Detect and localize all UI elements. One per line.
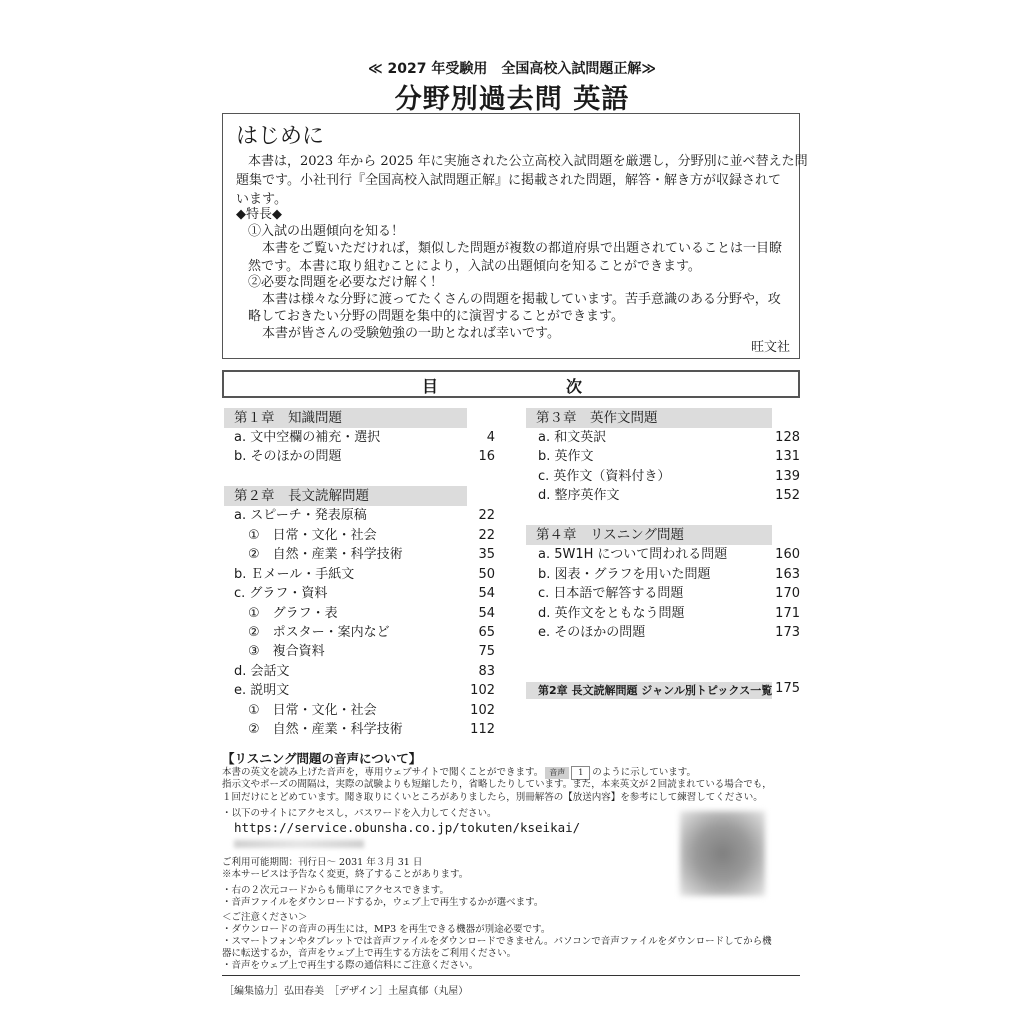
toc-entry: c. グラフ・資料 — [234, 586, 328, 601]
listening-text-a: 本書の英文を読み上げた音声を，専用ウェブサイトで聞くことができます。 — [222, 767, 544, 778]
intro-line: ②必要な問題を必要なだけ解く！ — [248, 275, 444, 290]
caution-text: ・音声をウェブ上で再生する際の通信料にご注意ください。 — [222, 960, 479, 971]
listening-text-b: のように示しています。 — [592, 767, 697, 778]
toc-page-number: 152 — [775, 488, 800, 503]
qr-instructions: ・右の２次元コードからも簡単にアクセスできます。 — [222, 885, 449, 896]
toc-entry: a. 5W1H について問われる問題 — [538, 547, 728, 562]
listening-heading: 【リスニング問題の音声について】 — [222, 751, 422, 766]
toc-heading: 次 — [566, 377, 583, 396]
toc-page-number: 102 — [470, 703, 495, 718]
intro-line: ◆特長◆ — [236, 207, 282, 222]
toc-entry: ③ 複合資料 — [248, 644, 325, 659]
intro-heading: はじめに — [236, 124, 325, 149]
availability-period: ご利用可能期間：刊行日～ 2031 年３月 31 日 — [222, 857, 423, 868]
toc-entry: c. 英作文（資料付き） — [538, 469, 671, 484]
toc-entry: e. そのほかの問題 — [538, 625, 646, 640]
listening-text: １回だけにとどめています。聞き取りにくいところがありましたら，別冊解答の【放送内容】を参考にして練習してください。 — [222, 792, 763, 803]
toc-page-number: 50 — [478, 567, 495, 582]
toc-page-number: 4 — [486, 430, 495, 445]
chapter-2-header: 第２章 長文読解問題 — [224, 486, 467, 506]
caution-text: ・ダウンロードの音声の再生には，MP3 を再生できる機器が別途必要です。 — [222, 924, 551, 935]
toc-page-number: 171 — [775, 606, 800, 621]
toc-heading: 目 — [422, 377, 439, 396]
toc-entry: b. そのほかの問題 — [234, 449, 342, 464]
toc-entry: ① 日常・文化・社会 — [248, 703, 377, 718]
caution-text: ・スマートフォンやタブレットでは音声ファイルをダウンロードできません。パソコンで音声ファイルをダウンロードしてから機 — [222, 936, 772, 947]
toc-page-number: 170 — [775, 586, 800, 601]
listening-text — [222, 766, 696, 780]
publisher-name: 旺文社 — [751, 340, 791, 355]
toc-entry: b. Ｅメール・手紙文 — [234, 567, 355, 582]
chapter-4-header: 第４章 リスニング問題 — [526, 525, 772, 545]
toc-page-number: 22 — [478, 508, 495, 523]
chapter-1-header: 第１章 知識問題 — [224, 408, 467, 428]
intro-line: 本書をご覧いただければ，類似した問題が複数の都道府県で出題されていることは一目瞭 — [262, 241, 783, 256]
toc-entry: d. 会話文 — [234, 664, 290, 679]
intro-line: 本書は，2023 年から 2025 年に実施された公立高校入試問題を厳選し，分野別に並べ替えた問 — [248, 154, 808, 169]
series-subtitle: ≪ 2027 年受験用 全国高校入試問題正解≫ — [367, 61, 657, 77]
toc-page-number: 54 — [478, 586, 495, 601]
intro-line: ①入試の出題傾向を知る！ — [248, 224, 405, 239]
toc-page-number: 65 — [478, 625, 495, 640]
book-title: 分野別過去問 英語 — [394, 84, 630, 115]
toc-entry: a. 文中空欄の補充・選択 — [234, 430, 381, 445]
toc-page-number: 175 — [775, 681, 800, 696]
toc-page-number: 163 — [775, 567, 800, 582]
toc-entry: ② ポスター・案内など — [248, 625, 390, 640]
audio-badge-number: 1 — [571, 766, 590, 780]
intro-line: 略しておきたい分野の問題を集中的に演習することができます。 — [248, 309, 624, 324]
password-blurred — [234, 840, 364, 848]
toc-entry: d. 英作文をともなう問題 — [538, 606, 685, 621]
audio-badge: 音声 — [545, 767, 569, 779]
caution-text: 器に転送するか，音声をウェブ上で再生する方法をご利用ください。 — [222, 948, 517, 959]
toc-page-number: 112 — [470, 722, 495, 737]
toc-entry: ① グラフ・表 — [248, 606, 338, 621]
caution-heading: ＜ご注意ください＞ — [222, 912, 308, 923]
toc-entry: e. 説明文 — [234, 683, 290, 698]
toc-page-number: 83 — [478, 664, 495, 679]
qr-instructions: ・音声ファイルをダウンロードするか，ウェブ上で再生するかが選べます。 — [222, 897, 544, 908]
qr-code-image[interactable] — [680, 811, 765, 896]
toc-page-number: 131 — [775, 449, 800, 464]
toc-entry: c. 日本語で解答する問題 — [538, 586, 684, 601]
access-instructions: ・以下のサイトにアクセスし，パスワードを入力してください。 — [222, 808, 497, 819]
toc-entry: ② 自然・産業・科学技術 — [248, 722, 403, 737]
genre-topics-header: 第2章 長文読解問題 ジャンル別トピックス一覧 — [526, 682, 772, 699]
toc-heading-bar — [222, 370, 800, 398]
toc-page-number: 16 — [478, 449, 495, 464]
toc-page-number: 22 — [478, 528, 495, 543]
service-notice: ※本サービスは予告なく変更，終了することがあります。 — [222, 869, 469, 880]
footer-divider — [222, 975, 800, 976]
toc-entry: b. 図表・グラフを用いた問題 — [538, 567, 711, 582]
toc-page-number: 75 — [478, 644, 495, 659]
toc-page-number: 160 — [775, 547, 800, 562]
intro-line: います。 — [236, 192, 287, 207]
toc-entry: a. 和文英訳 — [538, 430, 607, 445]
credits: ［編集協力］弘田春美 ［デザイン］土屋真郁（丸屋） — [224, 986, 469, 997]
toc-page-number: 173 — [775, 625, 800, 640]
toc-page-number: 102 — [470, 683, 495, 698]
toc-page-number: 35 — [478, 547, 495, 562]
intro-line: 然です。本書に取り組むことにより，入試の出題傾向を知ることができます。 — [248, 259, 701, 274]
toc-entry: b. 英作文 — [538, 449, 594, 464]
listening-text: 指示文やポーズの間隔は，実際の試験よりも短縮したり，省略したりしています。また，本来英文が２回読まれている場合でも， — [222, 779, 772, 790]
toc-entry: d. 整序英作文 — [538, 488, 620, 503]
intro-line: 本書は様々な分野に渡ってたくさんの問題を掲載しています。苦手意識のある分野や，攻 — [262, 292, 781, 307]
chapter-3-header: 第３章 英作文問題 — [526, 408, 772, 428]
toc-page-number: 54 — [478, 606, 495, 621]
toc-page-number: 139 — [775, 469, 800, 484]
toc-entry: a. スピーチ・発表原稿 — [234, 508, 367, 523]
toc-entry: ① 日常・文化・社会 — [248, 528, 377, 543]
audio-url-link[interactable]: https://service.obunsha.co.jp/tokuten/kseikai/ — [234, 820, 581, 835]
toc-page-number: 128 — [775, 430, 800, 445]
toc-entry: ② 自然・産業・科学技術 — [248, 547, 403, 562]
intro-line: 題集です。小社刊行『全国高校入試問題正解』に掲載された問題，解答・解き方が収録されて — [236, 173, 781, 188]
intro-line: 本書が皆さんの受験勉強の一助となれば幸いです。 — [262, 326, 560, 341]
